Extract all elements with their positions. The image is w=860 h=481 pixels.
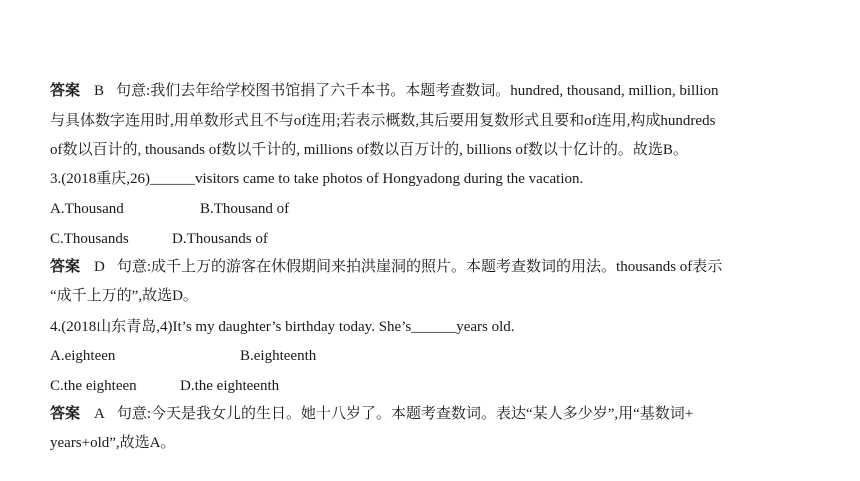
option-a: A.eighteen — [50, 348, 116, 364]
answer-label: 答案 — [50, 406, 81, 422]
question-4-stem: 4.(2018山东青岛,4)It’s my daughter’s birthday today. She’s______years old. — [50, 319, 515, 335]
question-4-options-row2 — [50, 376, 279, 396]
answer-label: 答案 — [50, 83, 81, 99]
explanation-text: 句意:今天是我女儿的生日。她十八岁了。本题考查数词。表达“某人多少岁”,用“基数词+ — [116, 406, 694, 422]
option-b: B.eighteenth — [240, 348, 317, 364]
option-c: C.Thousands — [50, 231, 129, 247]
explanation-line: “成千上万的”,故选D。 — [50, 288, 198, 304]
answer-line-prev — [50, 81, 719, 101]
explanation-line: of数以百计的, thousands of数以千计的, millions of数以百万计的, billions of数以十亿计的。故选B。 — [50, 142, 688, 158]
explanation-text: 句意:成千上万的游客在休假期间来拍洪崖洞的照片。本题考查数词的用法。thousands of表示 — [116, 259, 723, 275]
answer-letter: B — [94, 83, 105, 99]
answer-letter: A — [94, 406, 105, 422]
option-d: D.the eighteenth — [180, 378, 280, 394]
explanation-text: 句意:我们去年给学校图书馆捐了六千本书。本题考查数词。hundred, thousand, million, billion — [116, 83, 719, 99]
answer-label: 答案 — [50, 259, 81, 275]
answer-line-4 — [50, 404, 693, 424]
option-b: B.Thousand of — [200, 201, 290, 217]
question-3-options-row2 — [50, 229, 268, 249]
explanation-line: years+old”,故选A。 — [50, 435, 176, 451]
option-c: C.the eighteen — [50, 378, 137, 394]
option-a: A.Thousand — [50, 201, 124, 217]
answer-line-3 — [50, 257, 722, 277]
question-3-stem: 3.(2018重庆,26)______visitors came to take photos of Hongyadong during the vacation. — [50, 171, 584, 187]
explanation-line: 与具体数字连用时,用单数形式且不与of连用;若表示概数,其后要用复数形式且要和of连用,构成hundreds — [50, 113, 716, 129]
option-d: D.Thousands of — [172, 231, 268, 247]
question-3-options-row1 — [50, 199, 289, 219]
question-4-options-row1 — [50, 346, 316, 366]
answer-letter: D — [94, 259, 105, 275]
